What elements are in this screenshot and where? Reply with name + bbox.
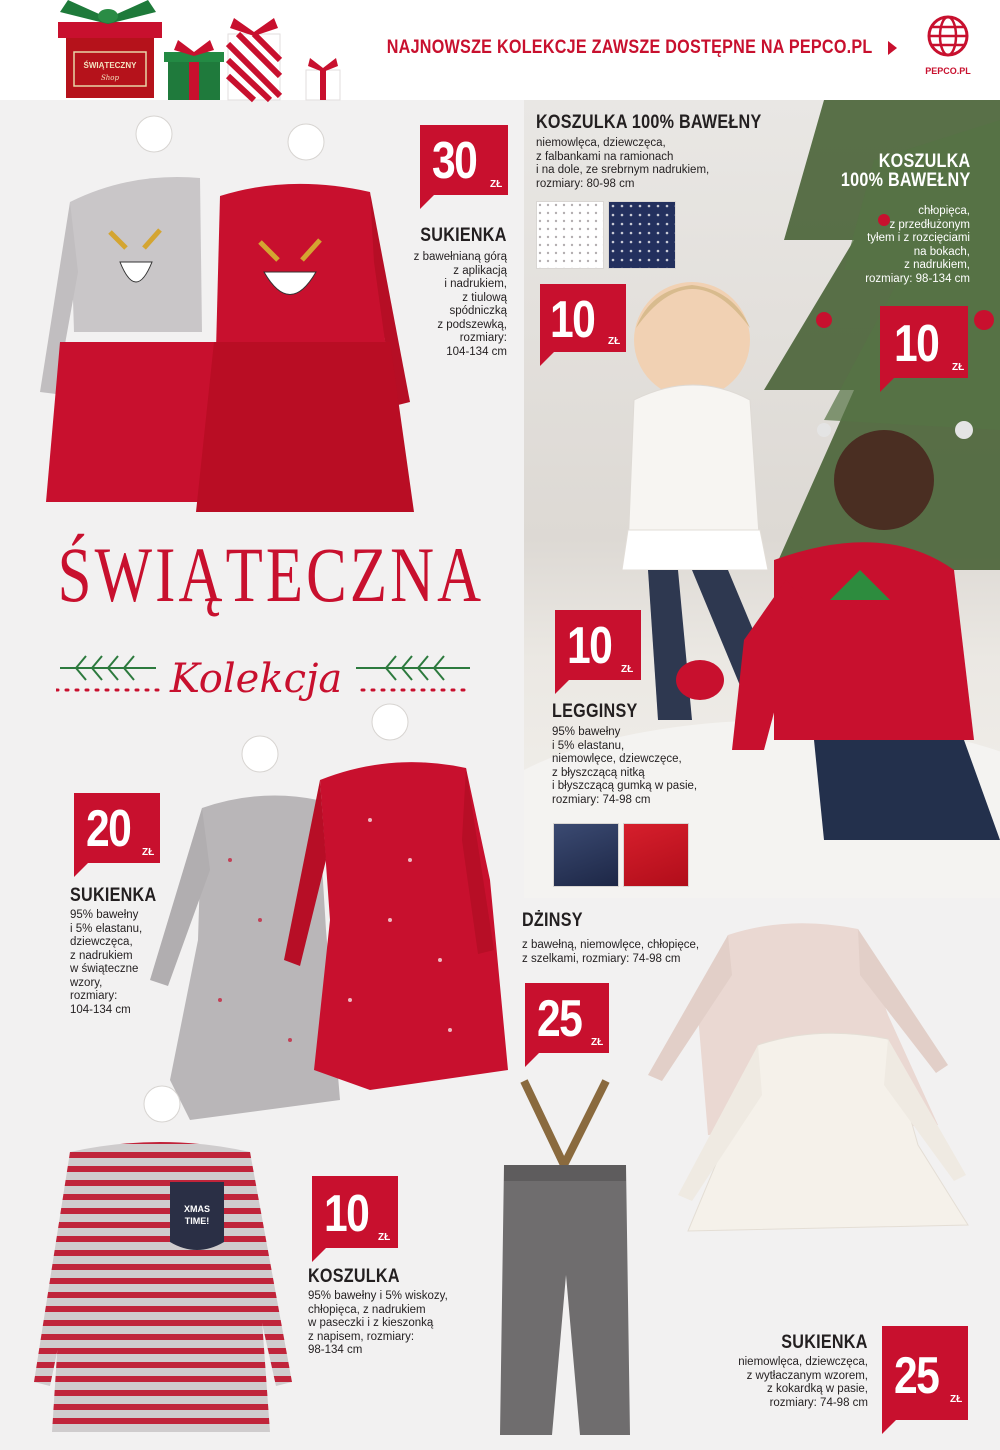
gift-boxes-illustration — [48, 0, 348, 105]
svg-text:Shop: Shop — [101, 74, 119, 82]
collection-subtitle: Kolekcja — [170, 656, 343, 702]
koszulka-boy-desc: chłopięca, z przedłużonym tyłem i z rozcięciami na bokach, z nadrukiem, rozmiary: 98-134 cm — [865, 205, 970, 285]
svg-text:TIME!: TIME! — [184, 1216, 210, 1226]
pepco-logo-label[interactable]: PEPCO.PL — [925, 66, 971, 76]
swatch-navy-leggings[interactable] — [553, 823, 619, 887]
legginsy-desc: 95% bawełny i 5% elastanu, niemowlęce, dziewczęce, z błyszczącą nitką i błyszczącą gumką w pasie, rozmiary: 74-98 cm — [552, 726, 698, 806]
koszulka-striped-title: KOSZULKA — [308, 1266, 400, 1287]
dzinsy-price-tag: 25 ZŁ — [525, 983, 609, 1053]
chevron-right-icon[interactable] — [888, 41, 897, 55]
koszulka-girl-desc: niemowlęca, dziewczęca, z falbankami na ramionach i na dole, ze srebrnym nadrukiem, rozmiary: 80-98 cm — [536, 137, 710, 190]
reindeer-dresses-image — [30, 112, 430, 532]
price-value: 10 — [550, 291, 595, 349]
sukienka-printed-price-tag: 20 ZŁ — [74, 793, 160, 863]
printed-dresses-image — [150, 700, 510, 1130]
swatch-red-leggings[interactable] — [623, 823, 689, 887]
koszulka-boy-price-tag: 10 ZŁ — [880, 306, 968, 378]
dzinsy-title: DŻINSY — [522, 910, 583, 931]
shirt-pocket-text: XMAS — [183, 1204, 211, 1214]
koszulka-girl-price-tag — [540, 284, 626, 352]
baby-dresses-image — [648, 915, 978, 1235]
swatch-white-top[interactable] — [536, 201, 604, 269]
striped-shirt-image — [30, 1082, 300, 1437]
sukienka-reindeer-price-tag: 30 ZŁ — [420, 125, 508, 195]
header-collections-link[interactable]: NAJNOWSZE KOLEKCJE ZAWSZE DOSTĘPNE NA PEPCO.PL — [387, 37, 873, 58]
price-currency: ZŁ — [608, 336, 621, 347]
dzinsy-desc: z bawełną, niemowlęce, chłopięce, z szelkami, rozmiary: 74-98 cm — [522, 939, 700, 965]
sukienka-printed-desc: 95% bawełny i 5% elastanu, dziewczęca, z nadrukiem w świąteczne wzory, rozmiary: 104-134 cm — [70, 909, 143, 1016]
sukienka-baby-title: SUKIENKA — [781, 1332, 868, 1353]
jeans-image — [490, 1075, 640, 1440]
sukienka-printed-title: SUKIENKA — [70, 885, 157, 906]
sukienka-reindeer-title: SUKIENKA — [420, 225, 507, 246]
sukienka-reindeer-desc: z bawełnianą górą z aplikacją i nadrukiem, z tiulową spódniczką z podszewką, rozmiary: 104-134 cm — [413, 251, 507, 358]
gift-box-text: ŚWIĄTECZNY — [83, 61, 137, 70]
globe-icon[interactable] — [926, 14, 970, 58]
collection-title: ŚWIĄTECZNA — [57, 531, 485, 618]
koszulka-girl-title: KOSZULKA 100% BAWEŁNY — [536, 112, 762, 133]
swatch-navy-top[interactable] — [608, 201, 676, 269]
sukienka-baby-desc: niemowlęca, dziewczęca, z wytłaczanym wzorem, z kokardką w pasie, rozmiary: 74-98 cm — [738, 1356, 868, 1409]
koszulka-striped-desc: 95% bawełny i 5% wiskozy, chłopięca, z nadrukiem w paseczki i z kieszonką z napisem, rozmiary: 98-134 cm — [308, 1290, 448, 1356]
legginsy-price-tag: 10 ZŁ — [555, 610, 641, 680]
koszulka-boy-title: KOSZULKA 100% BAWEŁNY — [840, 151, 970, 191]
koszulka-striped-price-tag: 10 ZŁ — [312, 1176, 398, 1248]
sukienka-baby-price-tag: 25 ZŁ — [882, 1326, 968, 1420]
legginsy-title: LEGGINSY — [552, 701, 638, 722]
